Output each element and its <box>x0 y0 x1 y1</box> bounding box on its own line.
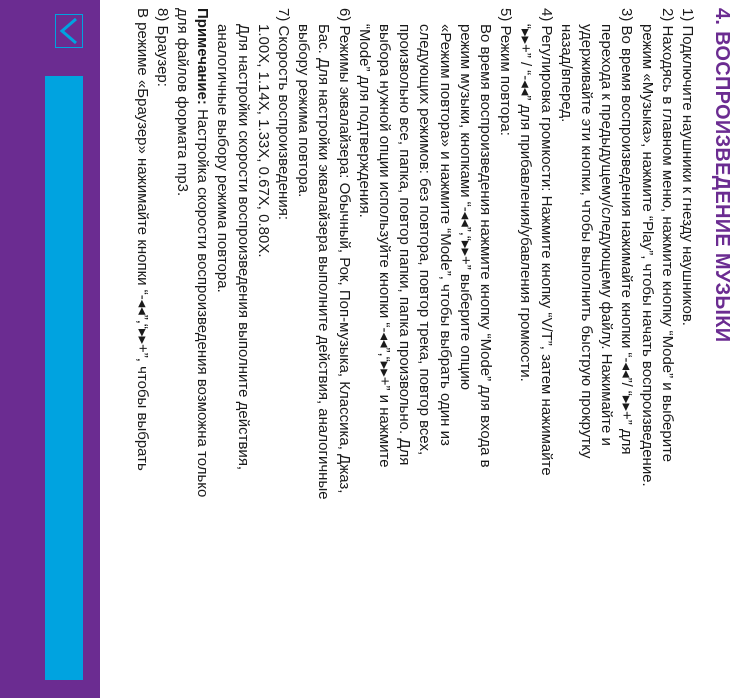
text-line-content: выбору режима повтора. <box>295 24 313 198</box>
text-line <box>556 8 576 608</box>
text-line-content: “Mode” для подтверждения. <box>355 24 373 218</box>
text-line-content: режим «Музыка», нажмите “Play”, чтобы начать воспроизведение. <box>638 24 656 487</box>
text-line <box>616 8 636 608</box>
text-line-content: В режиме «Браузер» нажимайте кнопки “-◂◂”,“▸▸+”, чтобы выбрать <box>133 8 151 471</box>
text-line <box>192 8 212 608</box>
text-line-content: «Режим повтора» и нажмите “Mode”, чтобы выбрать один из <box>436 24 454 446</box>
text-line <box>253 8 273 608</box>
text-line-content: 6) Режимы эквалайзера: Обычный, Рок, Поп-музыка, Классика, Джаз, <box>335 8 353 494</box>
text-line-content: Во время воспроизведения нажмите кнопку “Mode” для входа в <box>476 24 494 468</box>
text-line <box>354 8 374 608</box>
text-line <box>394 8 414 608</box>
text-line <box>475 8 495 608</box>
text-line-content: 3) Во время воспроизведения нажимайте кнопки “-◂◂”/ “▸▸+” для <box>618 8 636 455</box>
text-line-content: произвольно все, папка, повтор папки, папка произвольно. Для <box>396 24 414 466</box>
text-line-content: режим музыки, кнопками “-◂◂”,“▸▸+” выберите опцию <box>456 24 474 391</box>
footer-panel <box>45 76 83 680</box>
text-line-content: Для настройки скорости воспроизведения выполните действия, <box>234 24 252 471</box>
text-line <box>636 8 656 608</box>
footer-bar <box>0 0 100 698</box>
text-line <box>576 8 596 608</box>
text-line <box>495 8 515 608</box>
text-line-content: 1) Подключите наушники к гнезду наушников. <box>679 8 696 326</box>
text-line <box>232 8 252 608</box>
text-line <box>273 8 293 608</box>
text-line-content: назад/вперед. <box>557 24 575 123</box>
text-line <box>434 8 454 608</box>
text-line-content: следующих режимов: без повтора, повтор трека, повтор всех, <box>416 24 434 456</box>
text-line-content: для файлов формата mp3. <box>173 8 191 197</box>
text-line-content: 4) Регулировка громкости: Нажмите кнопку “V/T”, затем нажимайте <box>537 8 555 476</box>
text-line <box>414 8 434 608</box>
text-line <box>293 8 313 608</box>
text-line-content: перехода к предыдущему/следующему файлу. Нажимайте и <box>598 24 616 446</box>
text-line-content: “▸▸+” / “-◂◂” для прибавления/убавления громкости. <box>517 24 535 382</box>
text-line-content: 8) Браузер: <box>153 8 171 87</box>
text-line <box>677 8 697 608</box>
text-line <box>152 8 172 608</box>
text-line <box>333 8 353 608</box>
note-label: Примечание: <box>194 8 212 105</box>
text-line-content: 1.00X, 1.14X, 1.33X, 0.67X, 0.80X. <box>254 24 272 258</box>
section-title: 4. ВОСПРОИЗВЕДЕНИЕ МУЗЫКИ <box>711 8 733 343</box>
text-line-content: 7) Скорость воспроизведения: <box>274 8 292 221</box>
text-line-content: удерживайте эти кнопки, чтобы выполнить быструю прокрутку <box>577 24 595 459</box>
instructions-body <box>131 8 697 608</box>
text-line <box>657 8 677 608</box>
text-line-content: Бас. Для настройки эквалайзера выполните действия, аналогичные <box>315 24 333 500</box>
chevron-down-icon[interactable] <box>55 14 83 48</box>
text-line-content: 5) Режим повтора: <box>497 8 515 136</box>
text-line <box>455 8 475 608</box>
text-line <box>131 8 151 608</box>
text-line <box>313 8 333 608</box>
text-line-content: 2) Находясь в главном меню, нажмите кнопку “Mode” и выберите <box>658 8 676 463</box>
text-line <box>172 8 192 608</box>
text-line-content: аналогичные выбору режима повтора. <box>214 24 232 293</box>
text-line-content: выбора нужной опции используйте кнопки “-◂◂”,“▸▸+” и нажмите <box>375 24 393 468</box>
text-line <box>212 8 232 608</box>
text-line <box>596 8 616 608</box>
text-line <box>535 8 555 608</box>
text-line <box>515 8 535 608</box>
text-line-content: Настройка скорости воспроизведения возможна только <box>194 109 212 498</box>
text-line <box>374 8 394 608</box>
